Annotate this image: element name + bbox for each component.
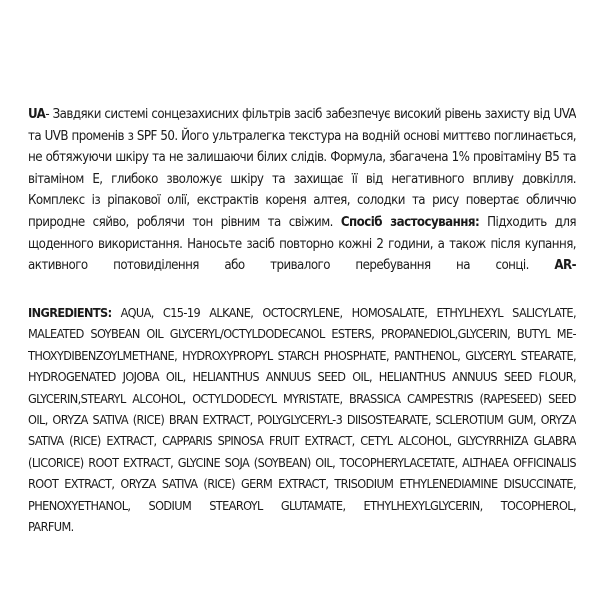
ingredients-line xyxy=(28,430,576,451)
ua-text: Підходить для xyxy=(479,214,576,230)
ua-text: - Завдяки системі сонцезахисних фільтрів засіб забезпечує високий рівень захисту від UVA xyxy=(45,107,576,122)
ingredients-text: PARFUM. xyxy=(28,519,74,535)
ingredients-line xyxy=(28,388,576,409)
ua-line xyxy=(28,126,576,148)
ua-text: та UVB променів з SPF 50. Його ультралегка текстура на водній основі миттєво поглинається, xyxy=(28,128,576,144)
ingredients-line xyxy=(28,452,576,473)
ua-text: не обтяжуючи шкіру та не залишаючи білих слідів. Формула, збагачена 1% провітаміну B5 та xyxy=(28,150,576,166)
ingredients-text: GLYCERIN,STEARYL ALCOHOL, OCTYLDODECYL MYRISTATE, BRASSICA CAMPESTRIS (RAPESEED) SEED xyxy=(28,390,576,406)
ua-text: активного потовиділення або тривалого перебування на сонці. xyxy=(28,258,555,274)
ua-line xyxy=(28,255,576,277)
ingredients-line xyxy=(28,495,576,516)
ua-text: природне сяйво, роблячи тон рівним та свіжим. xyxy=(28,214,341,230)
ingredients-text: THOXYDIBENZOYLMETHANE, HYDROXYPROPYL STARCH PHOSPHATE, PANTHENOL, GLYCERYL STEARATE, xyxy=(28,347,576,363)
ua-text: вітаміном Е, глибоко зволожує шкіру та захищає її від негативного впливу довкілля. xyxy=(28,171,576,187)
ingredients-list xyxy=(28,302,576,537)
ua-line xyxy=(28,169,576,191)
ingredients-line xyxy=(28,302,576,323)
ar-label: AR- xyxy=(554,258,576,274)
ingredients-text: OIL, ORYZA SATIVA (RICE) BRAN EXTRACT, POLYGLYCERYL-3 DIISOSTEARATE, SCLEROTIUM GUM, ORYZA xyxy=(28,412,576,428)
usage-heading: Спосіб застосування: xyxy=(340,214,480,230)
ingredients-line xyxy=(28,409,576,430)
ua-description xyxy=(28,104,576,277)
ingredients-text: SATIVA (RICE) EXTRACT, CAPPARIS SPINOSA FRUIT EXTRACT, CETYL ALCOHOL, GLYCYRRHIZA GLABRA xyxy=(28,433,576,449)
ingredients-line xyxy=(28,323,576,344)
ingredients-line xyxy=(28,366,576,387)
ua-label: UA xyxy=(28,107,46,122)
ua-line xyxy=(28,104,576,126)
ingredients-heading: INGREDIENTS: xyxy=(28,305,112,320)
ingredients-line xyxy=(28,516,576,537)
ingredients-text: MALEATED SOYBEAN OIL GLYCERYL/OCTYLDODECANOL ESTERS, PROPANEDIOL,GLYCERIN, BUTYL ME- xyxy=(28,326,576,342)
ua-line xyxy=(28,190,576,212)
ingredients-line xyxy=(28,473,576,494)
ua-text: щоденного використання. Наносьте засіб повторно кожні 2 години, а також після купання, xyxy=(28,236,576,252)
ua-line xyxy=(28,234,576,256)
ingredients-text: HYDROGENATED JOJOBA OIL, HELIANTHUS ANNUUS SEED OIL, HELIANTHUS ANNUUS SEED FLOUR, xyxy=(28,369,576,385)
ua-line xyxy=(28,212,576,234)
ua-text: Комплекс із ріпакової олії, екстрактів кореня алтея, солодки та рису повертає обличчю xyxy=(28,193,576,209)
ingredients-text: ROOT EXTRACT, ORYZA SATIVA (RICE) GERM EXTRACT, TRISODIUM ETHYLENEDIAMINE DISUCCINATE, xyxy=(28,476,576,492)
ingredients-line xyxy=(28,345,576,366)
ua-line xyxy=(28,147,576,169)
ingredients-text: PHENOXYETHANOL, SODIUM STEAROYL GLUTAMATE, ETHYLHEXYLGLYCERIN, TOCOPHEROL, xyxy=(28,497,576,513)
ingredients-text: (LICORICE) ROOT EXTRACT, GLYCINE SOJA (SOYBEAN) OIL, TOCOPHERYLACETATE, ALTHAEA OFFICINALIS xyxy=(28,454,576,470)
ingredients-text: AQUA, C15-19 ALKANE, OCTOCRYLENE, HOMOSALATE, ETHYLHEXYL SALICYLATE, xyxy=(111,305,576,320)
